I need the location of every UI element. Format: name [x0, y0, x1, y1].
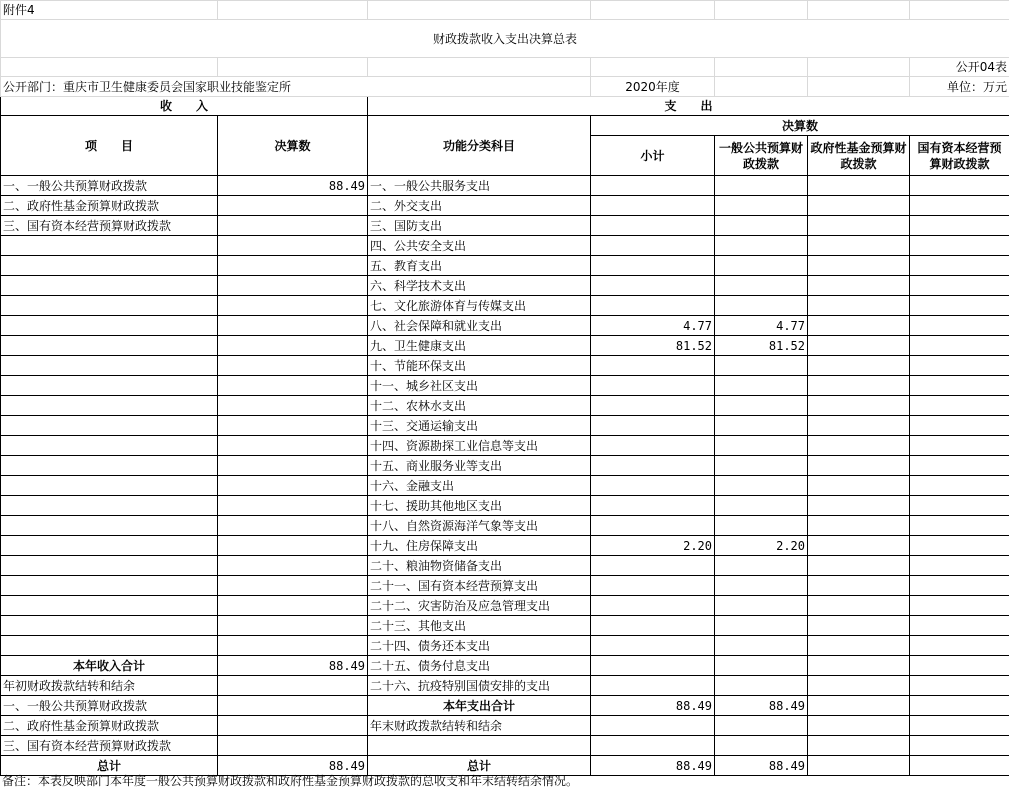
- income-amount-cell: [218, 556, 368, 576]
- expense-subtotal-cell: [591, 596, 715, 616]
- expense-soe-cell: [910, 696, 1009, 716]
- expense-soe-cell: [910, 616, 1009, 636]
- table-row: [1, 636, 1009, 656]
- table-row: [1, 296, 1009, 316]
- income-item-cell: [1, 456, 218, 476]
- expense-fund-cell: [808, 216, 910, 236]
- income-amount-cell: [218, 496, 368, 516]
- table-row: [1, 416, 1009, 436]
- expense-function-cell: 二十五、债务付息支出: [368, 656, 591, 676]
- expense-function-cell: 十五、商业服务业等支出: [368, 456, 591, 476]
- expense-function-cell: 十六、金融支出: [368, 476, 591, 496]
- expense-subtotal-cell: [591, 176, 715, 196]
- expense-general-cell: [715, 196, 808, 216]
- expense-function-cell: 十、节能环保支出: [368, 356, 591, 376]
- income-item-cell: [1, 496, 218, 516]
- expense-subtotal-cell: [591, 496, 715, 516]
- table-row: [1, 376, 1009, 396]
- expense-subtotal-cell: [591, 256, 715, 276]
- income-amount-cell: [218, 616, 368, 636]
- expense-general-cell: [715, 176, 808, 196]
- expense-fund-cell: [808, 236, 910, 256]
- expense-fund-cell: [808, 316, 910, 336]
- income-amount-cell: [218, 456, 368, 476]
- expense-fund-cell: [808, 656, 910, 676]
- soe-budget-header: 国有资本经营预算财政拨款: [910, 136, 1009, 176]
- expense-subtotal-cell: 81.52: [591, 336, 715, 356]
- income-item-cell: 总计: [1, 756, 218, 776]
- table-row: [1, 396, 1009, 416]
- income-header: 收 入: [1, 97, 368, 116]
- expense-fund-cell: [808, 376, 910, 396]
- expense-subtotal-cell: 2.20: [591, 536, 715, 556]
- income-amount-cell: 88.49: [218, 656, 368, 676]
- expense-general-cell: [715, 436, 808, 456]
- income-item-cell: [1, 276, 218, 296]
- income-item-cell: 一、一般公共预算财政拨款: [1, 696, 218, 716]
- expense-function-cell: 八、社会保障和就业支出: [368, 316, 591, 336]
- expense-subtotal-cell: [591, 556, 715, 576]
- expense-soe-cell: [910, 416, 1009, 436]
- expense-fund-cell: [808, 496, 910, 516]
- income-amount-cell: [218, 736, 368, 756]
- expense-general-cell: 81.52: [715, 336, 808, 356]
- table-row: [1, 736, 1009, 756]
- expense-subtotal-cell: [591, 476, 715, 496]
- expense-subtotal-cell: [591, 416, 715, 436]
- expense-general-cell: [715, 516, 808, 536]
- table-row: [1, 596, 1009, 616]
- expense-subtotal-cell: [591, 276, 715, 296]
- income-amount-cell: 88.49: [218, 756, 368, 776]
- expense-fund-cell: [808, 176, 910, 196]
- expense-soe-cell: [910, 516, 1009, 536]
- expense-soe-cell: [910, 556, 1009, 576]
- income-amount-cell: [218, 536, 368, 556]
- expense-subtotal-cell: [591, 196, 715, 216]
- table-row: [1, 516, 1009, 536]
- expense-subtotal-cell: [591, 576, 715, 596]
- income-amount-cell: [218, 576, 368, 596]
- income-item-cell: [1, 516, 218, 536]
- table-row: [1, 696, 1009, 716]
- expense-soe-cell: [910, 596, 1009, 616]
- income-item-cell: [1, 396, 218, 416]
- expense-fund-cell: [808, 736, 910, 756]
- expense-function-cell: 本年支出合计: [368, 696, 591, 716]
- page-title: 财政拨款收入支出决算总表: [1, 20, 1009, 58]
- expense-function-cell: 总计: [368, 756, 591, 776]
- table-row: [1, 256, 1009, 276]
- expense-general-cell: [715, 556, 808, 576]
- expense-general-cell: [715, 576, 808, 596]
- fund-budget-header: 政府性基金预算财政拨款: [808, 136, 910, 176]
- expense-general-cell: [715, 216, 808, 236]
- income-amount-cell: [218, 516, 368, 536]
- table-row: [1, 276, 1009, 296]
- expense-soe-cell: [910, 656, 1009, 676]
- expense-general-cell: [715, 476, 808, 496]
- income-item-cell: [1, 636, 218, 656]
- income-item-cell: [1, 616, 218, 636]
- expense-general-cell: [715, 376, 808, 396]
- expense-function-cell: 九、卫生健康支出: [368, 336, 591, 356]
- expense-subtotal-cell: 88.49: [591, 756, 715, 776]
- income-item-cell: [1, 556, 218, 576]
- expense-soe-cell: [910, 216, 1009, 236]
- expense-general-cell: [715, 676, 808, 696]
- expense-soe-cell: [910, 176, 1009, 196]
- income-item-cell: [1, 536, 218, 556]
- expense-general-cell: [715, 456, 808, 476]
- table-row: [1, 616, 1009, 636]
- expense-fund-cell: [808, 716, 910, 736]
- expense-function-cell: 十九、住房保障支出: [368, 536, 591, 556]
- table-row: [1, 236, 1009, 256]
- income-item-cell: [1, 256, 218, 276]
- expense-subtotal-cell: [591, 376, 715, 396]
- final-amount-header: 决算数: [591, 116, 1009, 136]
- expense-function-cell: 年末财政拨款结转和结余: [368, 716, 591, 736]
- expense-fund-cell: [808, 396, 910, 416]
- table-row: [1, 356, 1009, 376]
- income-item-cell: [1, 596, 218, 616]
- income-amount-cell: [218, 236, 368, 256]
- income-item-cell: [1, 336, 218, 356]
- income-amount-cell: [218, 336, 368, 356]
- expense-general-cell: [715, 256, 808, 276]
- expense-function-cell: 十二、农林水支出: [368, 396, 591, 416]
- expense-soe-cell: [910, 236, 1009, 256]
- expense-subtotal-cell: 4.77: [591, 316, 715, 336]
- expense-function-cell: 二十六、抗疫特别国债安排的支出: [368, 676, 591, 696]
- income-amount-cell: [218, 396, 368, 416]
- expense-fund-cell: [808, 196, 910, 216]
- expense-general-cell: [715, 716, 808, 736]
- expense-general-cell: 88.49: [715, 756, 808, 776]
- expense-soe-cell: [910, 376, 1009, 396]
- expense-function-cell: 二十三、其他支出: [368, 616, 591, 636]
- expense-soe-cell: [910, 756, 1009, 776]
- table-row: [1, 496, 1009, 516]
- income-amount-cell: [218, 416, 368, 436]
- expense-soe-cell: [910, 436, 1009, 456]
- expense-soe-cell: [910, 716, 1009, 736]
- table-row: [1, 576, 1009, 596]
- expense-subtotal-cell: [591, 216, 715, 236]
- table-row: [1, 656, 1009, 676]
- expense-function-cell: 四、公共安全支出: [368, 236, 591, 256]
- expense-soe-cell: [910, 316, 1009, 336]
- expense-function-cell: 二十二、灾害防治及应急管理支出: [368, 596, 591, 616]
- subtotal-header: 小计: [591, 136, 715, 176]
- expense-fund-cell: [808, 276, 910, 296]
- table-row: [1, 476, 1009, 496]
- expense-soe-cell: [910, 476, 1009, 496]
- expense-subtotal-cell: [591, 516, 715, 536]
- expense-function-cell: 二十一、国有资本经营预算支出: [368, 576, 591, 596]
- table-row: [1, 176, 1009, 196]
- table-row: [1, 316, 1009, 336]
- expense-general-cell: [715, 396, 808, 416]
- form-number: 公开04表: [910, 58, 1009, 77]
- expense-subtotal-cell: [591, 236, 715, 256]
- income-amount-cell: [218, 356, 368, 376]
- expense-soe-cell: [910, 196, 1009, 216]
- expense-fund-cell: [808, 256, 910, 276]
- expense-general-cell: [715, 736, 808, 756]
- income-amount-cell: [218, 636, 368, 656]
- income-item-cell: [1, 356, 218, 376]
- expense-general-cell: [715, 356, 808, 376]
- expense-soe-cell: [910, 636, 1009, 656]
- department-label: 公开部门：重庆市卫生健康委员会国家职业技能鉴定所: [1, 77, 591, 97]
- expense-function-cell: 十三、交通运输支出: [368, 416, 591, 436]
- table-row: [1, 456, 1009, 476]
- expense-function-cell: 三、国防支出: [368, 216, 591, 236]
- expense-fund-cell: [808, 596, 910, 616]
- expense-function-cell: 五、教育支出: [368, 256, 591, 276]
- expense-function-cell: 六、科学技术支出: [368, 276, 591, 296]
- income-item-cell: [1, 476, 218, 496]
- table-row: [1, 716, 1009, 736]
- income-amount-cell: [218, 596, 368, 616]
- table-row: [1, 436, 1009, 456]
- expense-soe-cell: [910, 396, 1009, 416]
- table-row: [1, 556, 1009, 576]
- income-item-cell: [1, 316, 218, 336]
- expense-subtotal-cell: [591, 356, 715, 376]
- expense-fund-cell: [808, 356, 910, 376]
- expense-header: 支 出: [368, 97, 1009, 116]
- income-amount-cell: [218, 276, 368, 296]
- expense-soe-cell: [910, 536, 1009, 556]
- footnote: 备注：本表反映部门本年度一般公共预算财政拨款和政府性基金预算财政拨款的总收支和年末结转结余情况。: [2, 774, 579, 788]
- expense-general-cell: [715, 496, 808, 516]
- income-amount-cell: [218, 716, 368, 736]
- income-amount-cell: [218, 696, 368, 716]
- expense-fund-cell: [808, 576, 910, 596]
- expense-soe-cell: [910, 456, 1009, 476]
- amount-header: 决算数: [218, 116, 368, 176]
- income-amount-cell: [218, 216, 368, 236]
- expense-fund-cell: [808, 476, 910, 496]
- expense-function-cell: 十四、资源勘探工业信息等支出: [368, 436, 591, 456]
- table-row: [1, 216, 1009, 236]
- item-header: 项 目: [1, 116, 218, 176]
- expense-soe-cell: [910, 336, 1009, 356]
- expense-soe-cell: [910, 496, 1009, 516]
- expense-function-cell: 一、一般公共服务支出: [368, 176, 591, 196]
- expense-subtotal-cell: [591, 296, 715, 316]
- expense-subtotal-cell: 88.49: [591, 696, 715, 716]
- income-item-cell: [1, 236, 218, 256]
- income-item-cell: [1, 296, 218, 316]
- expense-fund-cell: [808, 696, 910, 716]
- attachment-label: 附件4: [1, 1, 218, 20]
- expense-function-cell: 二十四、债务还本支出: [368, 636, 591, 656]
- income-amount-cell: [218, 476, 368, 496]
- income-item-cell: 三、国有资本经营预算财政拨款: [1, 736, 218, 756]
- general-budget-header: 一般公共预算财政拨款: [715, 136, 808, 176]
- table-row: [1, 196, 1009, 216]
- expense-general-cell: [715, 236, 808, 256]
- expense-soe-cell: [910, 676, 1009, 696]
- expense-fund-cell: [808, 536, 910, 556]
- expense-soe-cell: [910, 276, 1009, 296]
- income-item-cell: 一、一般公共预算财政拨款: [1, 176, 218, 196]
- expense-fund-cell: [808, 636, 910, 656]
- income-amount-cell: [218, 676, 368, 696]
- expense-fund-cell: [808, 416, 910, 436]
- expense-fund-cell: [808, 676, 910, 696]
- income-amount-cell: [218, 436, 368, 456]
- table-row: [1, 536, 1009, 556]
- income-item-cell: 二、政府性基金预算财政拨款: [1, 196, 218, 216]
- expense-subtotal-cell: [591, 396, 715, 416]
- expense-soe-cell: [910, 356, 1009, 376]
- income-amount-cell: [218, 296, 368, 316]
- income-item-cell: 本年收入合计: [1, 656, 218, 676]
- income-item-cell: [1, 436, 218, 456]
- expense-fund-cell: [808, 436, 910, 456]
- income-item-cell: 三、国有资本经营预算财政拨款: [1, 216, 218, 236]
- expense-soe-cell: [910, 296, 1009, 316]
- expense-general-cell: 4.77: [715, 316, 808, 336]
- expense-fund-cell: [808, 516, 910, 536]
- expense-general-cell: [715, 596, 808, 616]
- expense-fund-cell: [808, 616, 910, 636]
- expense-subtotal-cell: [591, 736, 715, 756]
- expense-subtotal-cell: [591, 656, 715, 676]
- year-label: 2020年度: [591, 77, 715, 97]
- unit-label: 单位：万元: [910, 77, 1009, 97]
- expense-soe-cell: [910, 256, 1009, 276]
- expense-general-cell: [715, 276, 808, 296]
- expense-subtotal-cell: [591, 436, 715, 456]
- expense-general-cell: [715, 616, 808, 636]
- expense-general-cell: 2.20: [715, 536, 808, 556]
- expense-function-cell: 七、文化旅游体育与传媒支出: [368, 296, 591, 316]
- expense-function-cell: 二十、粮油物资储备支出: [368, 556, 591, 576]
- expense-subtotal-cell: [591, 456, 715, 476]
- expense-fund-cell: [808, 556, 910, 576]
- expense-function-cell: 十一、城乡社区支出: [368, 376, 591, 396]
- expense-function-cell: 十七、援助其他地区支出: [368, 496, 591, 516]
- expense-subtotal-cell: [591, 676, 715, 696]
- expense-fund-cell: [808, 456, 910, 476]
- income-amount-cell: [218, 196, 368, 216]
- table-row: [1, 676, 1009, 696]
- income-amount-cell: [218, 376, 368, 396]
- expense-general-cell: [715, 636, 808, 656]
- expense-general-cell: [715, 416, 808, 436]
- expense-function-cell: 二、外交支出: [368, 196, 591, 216]
- expense-fund-cell: [808, 296, 910, 316]
- expense-subtotal-cell: [591, 616, 715, 636]
- function-header: 功能分类科目: [368, 116, 591, 176]
- income-amount-cell: [218, 256, 368, 276]
- income-item-cell: [1, 416, 218, 436]
- income-item-cell: 年初财政拨款结转和结余: [1, 676, 218, 696]
- expense-subtotal-cell: [591, 636, 715, 656]
- expense-function-cell: 十八、自然资源海洋气象等支出: [368, 516, 591, 536]
- expense-fund-cell: [808, 756, 910, 776]
- expense-soe-cell: [910, 576, 1009, 596]
- table-row: [1, 336, 1009, 356]
- expense-general-cell: [715, 296, 808, 316]
- income-item-cell: 二、政府性基金预算财政拨款: [1, 716, 218, 736]
- expense-subtotal-cell: [591, 716, 715, 736]
- expense-general-cell: 88.49: [715, 696, 808, 716]
- income-amount-cell: 88.49: [218, 176, 368, 196]
- income-item-cell: [1, 576, 218, 596]
- income-item-cell: [1, 376, 218, 396]
- income-amount-cell: [218, 316, 368, 336]
- expense-function-cell: [368, 736, 591, 756]
- expense-general-cell: [715, 656, 808, 676]
- expense-fund-cell: [808, 336, 910, 356]
- expense-soe-cell: [910, 736, 1009, 756]
